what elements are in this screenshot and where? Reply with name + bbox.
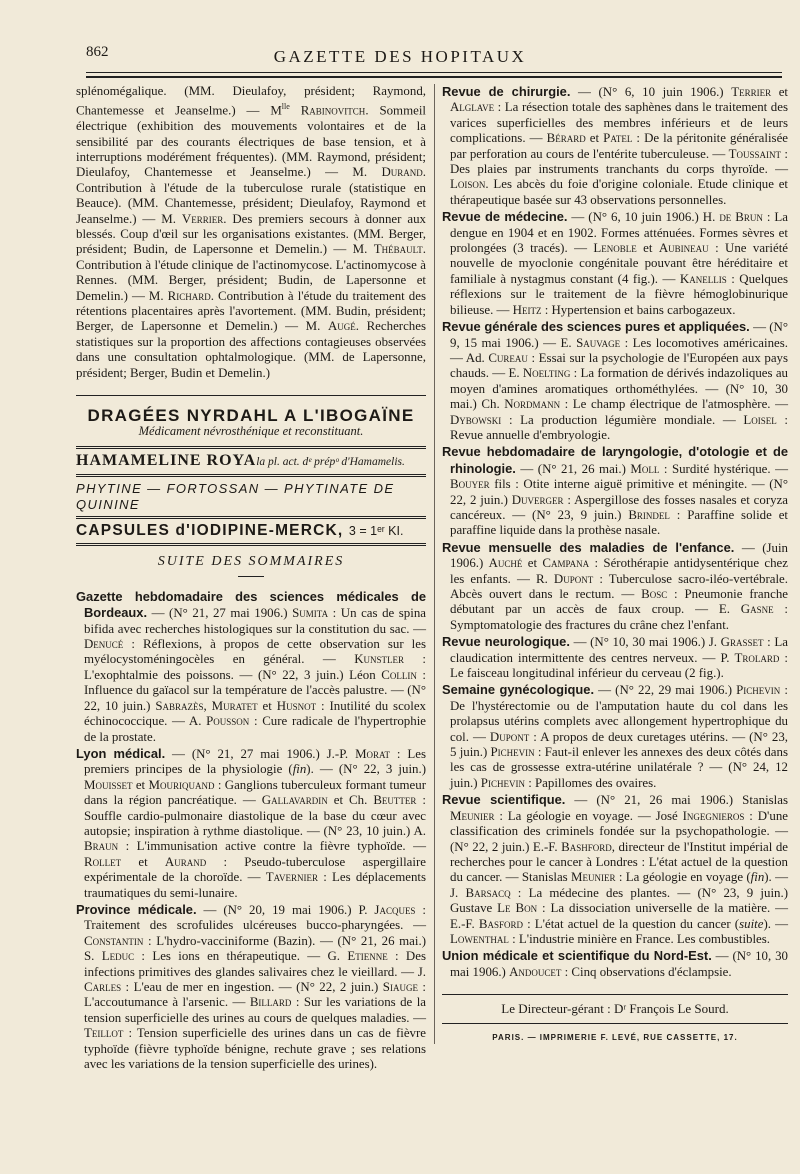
author-name: Nordmann <box>504 397 561 412</box>
text-run: , directeur de l'Institut impérial de recherches pour le cancer à Londres : L'état actuel de la question du cancer. — Stanislas <box>450 839 789 885</box>
author-name: Kunstler <box>354 652 404 667</box>
author-name: Toussaint <box>728 146 782 161</box>
text-run: et <box>771 85 789 99</box>
printer-line: PARIS. — IMPRIMERIE F. LEVÉ, RUE CASSETTE, 17. <box>492 1032 738 1042</box>
text-run: et <box>257 698 277 713</box>
summary-entry <box>76 589 426 745</box>
text-run: : Réflexions, à propos de cette observation sur les myélocystoméningocèles en général. — <box>84 637 426 667</box>
ad-phytine: PHYTINE — FORTOSSAN — PHYTINATE DE QUININE <box>76 481 395 512</box>
ad-nyrdahl-subtitle: Médicament névrosthénique et reconstituant. <box>138 424 364 439</box>
text-run: . Les abcès du foie d'origine coloniale. Etude clinique et thérapeutique basée sur 43 observations personnelles. <box>450 177 788 207</box>
summary-entry <box>76 746 426 901</box>
text-run: et <box>636 241 659 256</box>
text-run: : L'immunisation active contre la fièvre typhoïde. — <box>118 839 426 854</box>
text-run: : Tension superficielle des urines dans un cas de fièvre typhoïde (fièvre typhoïde bénigne, rechute grave ; ses relations avec les variations de la tension superficielle des urines). <box>84 1026 426 1072</box>
author-name: Ingegnieros <box>682 808 745 823</box>
text-run: : Revue annuelle d'embryologie. <box>450 412 788 442</box>
header-rule-thick <box>86 76 782 78</box>
text-run: : Faut-il enlever les annexes des deux côtés dans les cas de grossesse extra-utérine unilatérale ? — (N° 24, 12 juin.) <box>450 745 788 790</box>
text-run: — (Juin 1906.) <box>450 540 788 571</box>
text-run: : Papillomes des ovaires. <box>524 775 657 790</box>
section-heading-suite: SUITE DES SOMMAIRES <box>157 554 345 570</box>
text-run: — (N° 6, 10 juin 1906.) <box>570 85 732 99</box>
ad-hamameline <box>76 453 426 470</box>
ad-capsules: CAPSULES d'IODIPINE-MERCK, 3 = 1ᵉʳ KI. <box>76 522 404 540</box>
author-name: Meunier <box>450 808 495 823</box>
entry-title: Union médicale et scientifique du Nord-Est. <box>442 948 712 964</box>
entry-title: Lyon médical. <box>76 745 166 761</box>
author-name: Billard <box>249 995 292 1010</box>
italic-note: fin <box>292 762 307 777</box>
entry-title: Revue mensuelle des maladies de l'enfance. <box>442 539 735 555</box>
entry-title: Revue de chirurgie. <box>442 84 571 99</box>
text-run: : D'une classification des criminels fondée sur la psychopathologie. — (N° 22, 2 juin.) E.-F. <box>450 808 788 854</box>
text-run: — (N° 21, 26 mai.) <box>515 461 631 476</box>
author-name: Moll <box>630 461 660 476</box>
author-name: Carles <box>84 980 122 995</box>
short-divider <box>238 576 264 577</box>
ad-capsules-detail: 3 = 1ᵉʳ KI. <box>348 524 404 539</box>
text-run: : La géologie en voyage ( <box>615 870 751 885</box>
summary-entry <box>442 319 788 443</box>
author-name: de Brun <box>719 210 763 225</box>
author-name: Kanellis <box>679 271 727 286</box>
author-name: Loison <box>450 177 486 192</box>
summary-entry <box>442 948 788 980</box>
text-run: — (N° 21, 27 mai 1906.) J.-P. <box>165 746 356 761</box>
author-name: Dybowski <box>450 412 502 427</box>
text-run: . Contribution à l'étude du traitement des rétentions placentaires après l'avortement. (MM. Budin, président; Berger, de Lapersonne et Demelin.) — M. <box>76 288 426 334</box>
author-name: Aurand <box>164 854 207 869</box>
text-run: et <box>121 854 165 869</box>
text-run: — (N° 22, 29 mai 1906.) <box>594 683 737 698</box>
text-run: : La formation de dérivés indazoliques au moyen d'amines aromatiques orthométhylées. — (N° 10, 30 mai.) Ch. <box>450 366 788 412</box>
thesis-list-paragraph <box>76 84 426 381</box>
text-run: : Pseudo-tuberculose aspergillaire expérimentale de la choroïde. — <box>84 854 426 885</box>
text-run: splénomégalique. (MM. Dieulafoy, président; Raymond, Chantemesse et Jeanselme.) — M <box>76 84 426 118</box>
text-run: : L'industrie minière en France. Les combustibles. <box>508 931 771 946</box>
text-run: fils : Otite interne aiguë primitive et méningite. — (N° 22, 2 juin.) <box>450 477 788 507</box>
text-run: : Symptomatologie des fractures du crâne chez l'enfant. <box>450 602 788 632</box>
entry-title: Revue scientifique. <box>442 792 566 808</box>
italic-note: fin <box>750 870 765 885</box>
author-name: Andoucet <box>509 964 562 979</box>
author-name: Bouyer <box>450 477 490 492</box>
text-run: : La dissociation universelle de la matière. — E.-F. <box>450 901 789 931</box>
entry-title: Province médicale. <box>76 901 197 917</box>
italic-note: suite <box>739 916 764 931</box>
ad-hamameline-detail: la pl. act. dᵉ prépᵒ d'Hamamelis. <box>256 455 405 468</box>
author-name: Husnot <box>276 698 317 713</box>
text-run: : Des plaies par instruments tranchants du corps thyroïde. — <box>450 146 788 177</box>
text-run: : Aspergillose des fosses nasales et coryza cancéreux. — (N° 23, 9 juin.) <box>450 492 789 522</box>
ad-rule <box>76 474 426 477</box>
text-run: — (N° 21, 27 mai 1906.) <box>147 606 293 621</box>
text-run: : La géologie en voyage. — José <box>494 808 683 823</box>
text-run: : Quelques réflexions sur le traitement de la fièvre hémoglobinurique bilieuse. — <box>450 271 788 317</box>
ad-nyrdahl <box>76 408 426 440</box>
text-run: : Hypertension et bains carbogazeux. <box>541 302 736 317</box>
text-run: : La dengue en 1904 et en 1902. Formes atténuées. Formes sèvres et prolongées (3 tracés). — <box>450 210 789 256</box>
footer-rule <box>442 994 788 995</box>
author-name: Patel <box>603 131 633 146</box>
author-name: Loisel <box>743 412 777 427</box>
entry-title: Revue neurologique. <box>442 634 570 650</box>
text-run: ). — (N° 22, 3 juin.) <box>306 762 426 777</box>
author-name: Morat <box>355 746 391 761</box>
author-name: Alglave <box>450 100 495 115</box>
text-run: : De la péritonite généralisée par perforation au cours de l'entérite tuberculeuse. — <box>450 131 789 161</box>
text-run: — (N° 10, 30 mai 1906.) <box>450 949 788 979</box>
author-name: Dupont <box>553 571 594 586</box>
author-name: Grasset <box>720 635 764 650</box>
author-name: Duverger <box>511 492 564 507</box>
author-name: Sumita <box>292 606 329 621</box>
text-run: : Ganglions tuberculeux formant tumeur dans la région pancréatique. — <box>84 777 427 808</box>
text-run: : La production légumière mondiale. — <box>501 412 744 427</box>
text-run: : Essai sur la psychologie de l'Européen aux pays chauds. — E. <box>450 350 788 381</box>
text-run: : Inutilité du scolex échinococcique. — A. <box>84 698 426 729</box>
author-name: Cureau <box>488 350 528 365</box>
text-run: et <box>522 556 543 571</box>
author-name: Aubineau <box>658 241 709 256</box>
entry-title: Revue générale des sciences pures et appliquées. <box>442 319 750 335</box>
text-run: : Pneumonie franche débutant par un accès de faux croup. — E. <box>450 587 788 617</box>
author-name: Gasne <box>740 602 774 617</box>
author-name: Lenoble <box>593 241 637 256</box>
author-name: Pichevin <box>490 745 535 760</box>
text-run: — (N° 20, 19 mai 1906.) P. <box>196 902 375 917</box>
text-run: : Les déplacements traumatiques du semi-lunaire. <box>84 870 426 900</box>
ad-rule <box>76 446 426 449</box>
summary-entry <box>442 792 788 947</box>
author-name: Beutter <box>373 793 417 808</box>
footer-rule <box>442 1023 788 1024</box>
author-name: Verrier <box>181 211 224 226</box>
author-name: Richard <box>167 288 211 303</box>
text-run: : Influence du gaïacol sur la température de l'accès palustre. — (N° 22, 10 juin.) <box>84 667 426 713</box>
director-line: Le Directeur-gérant : Dʳ François Le Sourd. <box>501 1001 729 1017</box>
author-name: Basford <box>478 916 523 931</box>
author-name: Noelting <box>522 366 571 381</box>
ad-hamameline-title: HAMAMELINE ROYA <box>76 451 257 469</box>
summary-entry <box>442 444 788 538</box>
author-name: Bérard <box>546 131 586 146</box>
ad-capsules-title: CAPSULES d'IODIPINE-MERCK <box>76 522 338 540</box>
author-name: Thébault <box>373 242 423 257</box>
text-run: : Cinq observations d'éclampsie. <box>561 964 732 979</box>
author-name: Mouisset <box>84 777 133 792</box>
entry-title: Revue de médecine. <box>442 209 568 225</box>
author-name: Pichevin <box>480 775 525 790</box>
author-name: Lowenthal <box>450 931 509 946</box>
text-run: . Contribution à l'étude clinique de l'actinomycose. L'actinomycose à Rennes. (MM. Berger, président; Budin, de Lapersonne et Demelin.) — M. <box>76 242 426 303</box>
author-name: Brindel <box>628 507 670 522</box>
text-run: — (N° 9, 15 mai 1906.) — E. <box>450 320 789 350</box>
running-title: GAZETTE DES HOPITAUX <box>273 47 527 66</box>
author-name: Barsacq <box>465 885 511 900</box>
ad-rule <box>76 395 426 396</box>
text-run: : La résection totale des saphènes dans le traitement des varices superficielles des membres inférieurs et de leurs complications. — <box>450 100 788 146</box>
ad-nyrdahl-title: DRAGÉES NYRDAHL A L'IBOGAÏNE <box>87 406 415 426</box>
summary-entry <box>76 902 426 1072</box>
text-run: ). — <box>763 916 788 931</box>
summary-entry <box>442 634 788 681</box>
page-number: 862 <box>86 44 109 60</box>
text-run: : L'hydro-vacciniforme (Bazin). — (N° 21, 26 mai.) S. <box>84 933 426 964</box>
author-name: Siauge <box>382 980 418 995</box>
author-name: Heitz <box>512 302 542 317</box>
author-name: Collin <box>381 667 417 682</box>
text-run: : Une variété nouvelle de myoclonie congénitale pouvant être héréditaire et familiale à nystagmus constant (4 fig.). — <box>450 241 788 286</box>
author-name: Durand <box>381 165 423 180</box>
author-name: Pousson <box>206 714 250 729</box>
author-name: Pichevin <box>736 683 781 698</box>
text-run: . Recherches statistiques sur la proportion des affections contagieuses observées dans une consultation ophtalmologique. (MM. de Lapersonne, président; Berger, Budin et Demelin.) <box>76 319 426 380</box>
text-run: ). — J. <box>450 870 788 900</box>
summary-entry <box>442 209 788 318</box>
entry-title: Gazette hebdomadaire des sciences médicales de Bordeaux. <box>76 588 426 621</box>
text-run: — (N° 6, 10 juin 1906.) H. <box>567 210 720 225</box>
author-name: Meunier <box>571 870 616 885</box>
summary-entry <box>442 682 788 791</box>
author-name: Mouriquand <box>148 777 215 792</box>
author-name: Gallavardin <box>261 793 328 808</box>
text-run: et <box>585 131 604 146</box>
summary-entry <box>442 540 788 633</box>
right-column <box>442 84 788 1045</box>
author-name: Sabrazès, Muratet <box>155 698 258 713</box>
author-name: Dupont <box>489 729 530 744</box>
text-run: . Des premiers secours à donner aux blessés. Coup d'œil sur les organisations existantes. (MM. Berger, président; Budin, de Lapersonne et Demelin.) — M. <box>76 211 426 257</box>
author-name: Auché <box>488 556 523 571</box>
author-name: Etienne <box>347 949 388 964</box>
ad-rule <box>76 543 426 546</box>
text-run: . Sommeil électrique (exhibition des mouvements volontaires et de la sensibilité par des courants électriques de base tension, et à interruptions modérément fréquentes). (MM. Raymond, président; Dieulafoy, Chantemesse et Jeanselme.) — M. <box>76 103 426 180</box>
summary-entry <box>442 84 788 208</box>
text-run: : Des infections primitives des glandes salivaires chez le vieillard. — J. <box>84 949 426 979</box>
text-run: : De l'hystérectomie ou de l'amputation haute du col dans les prolapsus utérins complets avec allongement hypertrophique du col. — <box>450 683 788 744</box>
text-run: : Le faisceau longitudinal inférieur du cerveau (2 fig.). <box>450 650 788 681</box>
author-name: Teillot <box>84 1026 124 1041</box>
text-run: : Souffle cardio-pulmonaire diastolique de la base du cœur avec autopsie; inspiration à rythme diastolique. — (N° 23, 10 juin.) A. <box>84 793 426 838</box>
text-run: : La médecine des plantes. — (N° 23, 9 juin.) Gustave <box>450 885 789 916</box>
text-run: : L'exophtalmie des poissons. — (N° 22, 3 juin.) Léon <box>84 652 426 682</box>
text-run: : Sérothérapie antidysentérique chez les enfants. — R. <box>450 556 788 586</box>
text-run: — (N° 10, 30 mai 1906.) J. <box>569 635 721 650</box>
entry-title: Semaine gynécologique. <box>442 682 595 698</box>
author-name: Denucé <box>84 637 124 652</box>
ad-rule <box>76 516 426 519</box>
author-name: Braun <box>84 839 119 854</box>
text-run: et Ch. <box>327 793 374 808</box>
author-name: Leduc <box>101 949 135 964</box>
text-run: : Les locomotives américaines. — Ad. <box>450 335 789 365</box>
text-run: : La claudication intermittente des centres nerveux. — P. <box>450 635 788 665</box>
superscript: lle <box>281 102 290 112</box>
author-name: Jacques <box>374 902 416 917</box>
text-run: : Les premiers principes de la physiologie ( <box>84 746 427 777</box>
author-name: Le Bon <box>497 901 538 916</box>
left-column <box>76 84 426 1073</box>
text-run: et <box>132 777 149 792</box>
text-run: : Tuberculose sacro-iléo-vertébrale. Abcès ouvert dans le rectum. — <box>450 571 788 601</box>
author-name: Rabinovitch <box>289 103 366 118</box>
text-run: : Le champ électrique de l'atmosphère. — <box>560 397 788 412</box>
text-run: : Les ions en thérapeutique. — G. <box>134 949 348 964</box>
text-run: : L'état actuel de la question du cancer ( <box>522 916 740 931</box>
author-name: Trolard <box>734 650 780 665</box>
text-run: : Traitement des scrofulides ulcéreuses bucco-pharyngées. — <box>84 902 426 933</box>
author-name: Campana <box>542 556 590 571</box>
author-name: Sauvage <box>576 335 621 350</box>
text-run: : A propos de deux curetages utérins. — (N° 23, 5 juin.) <box>450 729 788 760</box>
text-run: : Paraffine solide et paraffine liquide dans la prothèse nasale. <box>450 507 788 538</box>
text-run: : Un cas de spina bifida avec recherches histologiques sur la constitution du sac. — <box>84 606 426 636</box>
text-run: . Contribution à l'étude de la tuberculose rurale (statistique en Beauce). (MM. Chantemesse, président; Dieulafoy, Raymond et Jeanselme.) — M. <box>76 165 426 226</box>
text-run: : Sur les variations de la tension superficielle des urines au cours de quelques maladies. — <box>84 995 426 1025</box>
text-run: : L'accoutumance à l'arsenic. — <box>84 980 426 1010</box>
author-name: Tavernier <box>265 870 318 885</box>
author-name: Bashford <box>561 839 612 854</box>
author-name: Rollet <box>84 854 122 869</box>
text-run: : Cure radicale de l'hypertrophie de la prostate. <box>84 714 426 744</box>
author-name: Terrier <box>731 85 772 99</box>
text-run: — (N° 21, 26 mai 1906.) Stanislas <box>565 793 789 808</box>
header-rule-thin <box>86 72 782 73</box>
author-name: Bosc <box>641 587 668 601</box>
text-run: : Surdité hystérique. — <box>659 461 788 476</box>
author-name: Augé <box>327 319 356 334</box>
column-divider <box>434 84 435 1044</box>
author-name: Constantin <box>84 933 144 948</box>
entry-title: Revue hebdomadaire de laryngologie, d'otologie et de rhinologie. <box>442 444 788 476</box>
text-run: : L'eau de mer en ingestion. — (N° 22, 2 juin.) <box>121 980 383 995</box>
